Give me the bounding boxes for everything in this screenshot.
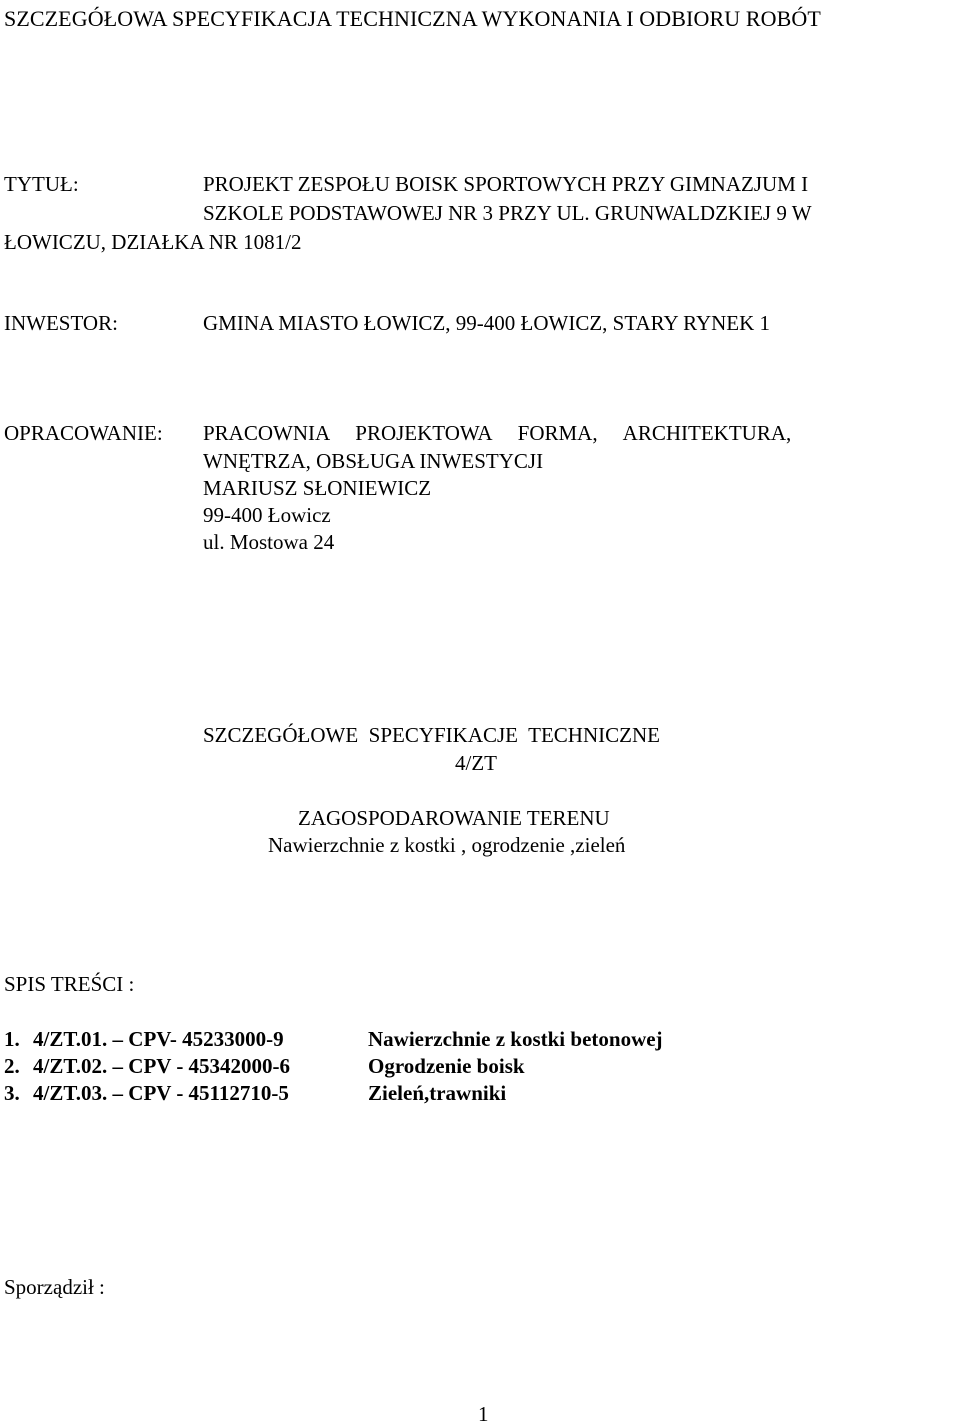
spec-code: 4/ZT	[455, 751, 497, 775]
spec-title: SZCZEGÓŁOWE SPECYFIKACJE TECHNICZNE	[203, 723, 660, 747]
tytul-line-1: PROJEKT ZESPOŁU BOISK SPORTOWYCH PRZY GIMNAZJUM I	[203, 172, 809, 196]
inwestor-label: INWESTOR:	[4, 311, 118, 335]
opracowanie-line-1: PRACOWNIA PROJEKTOWA FORMA, ARCHITEKTURA,	[203, 421, 792, 445]
toc-item-1-code: 4/ZT.01. – CPV- 45233000-9	[33, 1027, 284, 1051]
spec-subtitle: Nawierzchnie z kostki , ogrodzenie ,zieleń	[268, 833, 626, 857]
toc-item-3-num: 3.	[4, 1081, 20, 1105]
tytul-line-2: SZKOLE PODSTAWOWEJ NR 3 PRZY UL. GRUNWALDZKIEJ 9 W	[203, 201, 812, 225]
inwestor-value: GMINA MIASTO ŁOWICZ, 99-400 ŁOWICZ, STARY RYNEK 1	[203, 311, 771, 335]
opracowanie-line-4: 99-400 Łowicz	[203, 503, 331, 527]
opracowanie-line-5: ul. Mostowa 24	[203, 530, 335, 554]
toc-item-3-code: 4/ZT.03. – CPV - 45112710-5	[33, 1081, 289, 1105]
tytul-line-3: ŁOWICZU, DZIAŁKA NR 1081/2	[4, 230, 302, 254]
tytul-label: TYTUŁ:	[4, 172, 79, 196]
toc-heading: SPIS TREŚCI :	[4, 972, 135, 996]
toc-item-2-num: 2.	[4, 1054, 20, 1078]
toc-item-2-code: 4/ZT.02. – CPV - 45342000-6	[33, 1054, 291, 1078]
prepared-by-label: Sporządził :	[4, 1275, 105, 1299]
opracowanie-line-3: MARIUSZ SŁONIEWICZ	[203, 476, 432, 500]
toc-item-2-desc: Ogrodzenie boisk	[368, 1054, 525, 1078]
opracowanie-line-2: WNĘTRZA, OBSŁUGA INWESTYCJI	[203, 449, 544, 473]
toc-item-1-desc: Nawierzchnie z kostki betonowej	[368, 1027, 663, 1051]
spec-section: ZAGOSPODAROWANIE TERENU	[298, 806, 610, 830]
opracowanie-label: OPRACOWANIE:	[4, 421, 163, 445]
toc-item-1-num: 1.	[4, 1027, 20, 1051]
document-title: SZCZEGÓŁOWA SPECYFIKACJA TECHNICZNA WYKONANIA I ODBIORU ROBÓT	[4, 6, 821, 31]
toc-item-3-desc: Zieleń,trawniki	[368, 1081, 507, 1105]
page-number: 1	[478, 1402, 489, 1426]
